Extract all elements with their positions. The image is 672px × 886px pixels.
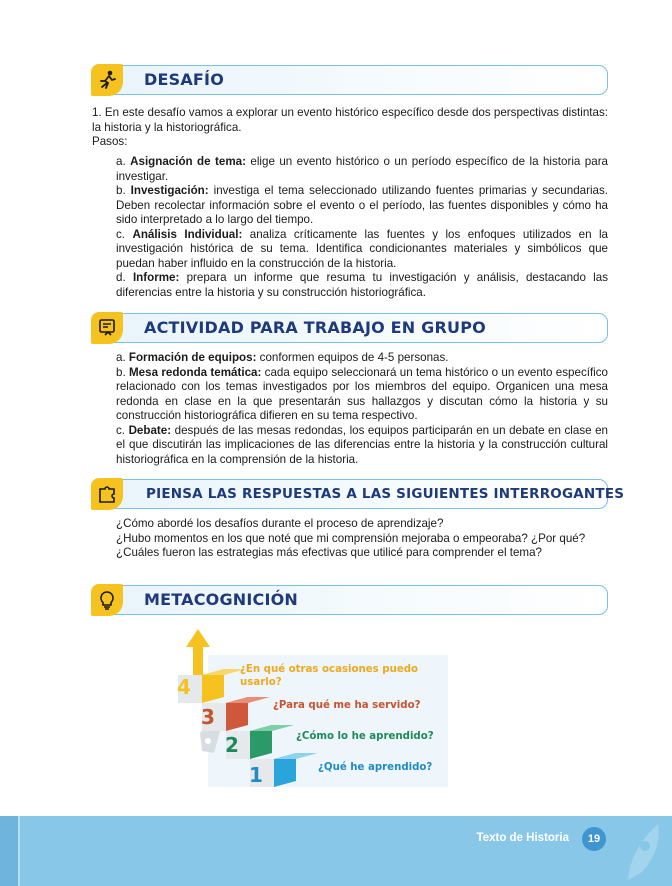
- list-item: d. Informe: prepara un informe que resuma tu investigación y análisis, destacando las diferencias entre la historia y su construcción historiográfica.: [116, 271, 609, 299]
- section-title: DESAFÍO: [144, 70, 225, 89]
- list-item: c. Análisis Individual: analiza críticamente las fuentes y los enfoques utilizados en la investigación histórica de su tema. Identifica condicionantes materiales y simbólicos que puedan haber influido en la construcción de la historia.: [116, 227, 608, 270]
- desafio-header: [92, 65, 608, 95]
- section-title: METACOGNICIÓN: [144, 590, 299, 609]
- page-number: 19: [582, 827, 606, 851]
- runner-icon: [91, 64, 123, 96]
- step-question: ¿Qué he aprendido?: [318, 762, 433, 773]
- question: ¿Cómo abordé los desafíos durante el proceso de aprendizaje?: [116, 517, 444, 530]
- step-question: ¿Para qué me ha servido?: [273, 700, 421, 711]
- lightbulb-icon: [91, 584, 123, 616]
- grupo-header: [92, 313, 608, 343]
- list-item: b. Investigación: investiga el tema seleccionado utilizando fuentes primarias y secundarias. Deben recolectar información sobre el evento o el período, las fuentes disponibles y cómo ha sido interpretado a lo largo del tiempo.: [116, 184, 609, 226]
- question: ¿Hubo momentos en los que noté que mi comprensión mejoraba o empeoraba? ¿Por qué?: [116, 531, 586, 545]
- step-number: 2: [225, 733, 239, 757]
- metacognicion-header: [92, 585, 608, 615]
- question: ¿Cuáles fueron las estrategias más efectivas que utilicé para comprender el tema?: [116, 546, 542, 559]
- section-title: ACTIVIDAD PARA TRABAJO EN GRUPO: [144, 318, 486, 337]
- book-name: Texto de Historia: [476, 832, 569, 844]
- list-item: c. Debate: después de las mesas redondas, los equipos participarán en un debate en clase en el que discutirán las implicaciones de las diferencias entre la historia y la construcción cultural historiográfica en la comprensión de la historia.: [116, 423, 608, 466]
- step-number: 4: [177, 675, 191, 699]
- desafio-intro: [92, 106, 608, 150]
- list-item: b. Mesa redonda temática: cada equipo seleccionará un tema histórico o un evento específico relacionado con los temas investigados por los miembros del equipo. Organicen una mesa redonda en clase en la que presentarán sus hallazgos y discutan cómo la historia y su construcción historiográfica difieren en su tema respectivo.: [116, 365, 608, 422]
- arrow-up-icon: [186, 629, 210, 675]
- puzzle-icon: [91, 478, 123, 510]
- page-footer: [0, 816, 672, 886]
- section-title: PIENSA LAS RESPUESTAS A LAS SIGUIENTES INTERROGANTES: [146, 486, 625, 502]
- metacognition-staircase: [168, 625, 448, 795]
- piensa-questions: [116, 517, 616, 561]
- footer-stripe: [0, 816, 20, 886]
- step-question: ¿En qué otras ocasiones puedo usarlo?: [240, 664, 419, 688]
- step-number: 3: [201, 705, 215, 729]
- step-number: 1: [249, 763, 263, 787]
- group-work-icon: [91, 312, 123, 344]
- piensa-header: [92, 479, 625, 509]
- rocket-watermark-icon: [618, 820, 668, 882]
- step-question: ¿Cómo lo he aprendido?: [296, 731, 434, 742]
- desafio-steps: [116, 155, 608, 300]
- pasos-label: Pasos:: [92, 135, 128, 148]
- intro-text: 1. En este desafío vamos a explorar un evento histórico específico desde dos perspectivas distintas: la historia y la historiográfica.: [92, 106, 608, 134]
- grupo-steps: [116, 351, 608, 467]
- list-item: a. Formación de equipos: conformen equipos de 4-5 personas.: [116, 351, 449, 364]
- list-item: a. Asignación de tema: elige un evento histórico o un período específico de la historia para investigar.: [116, 155, 609, 183]
